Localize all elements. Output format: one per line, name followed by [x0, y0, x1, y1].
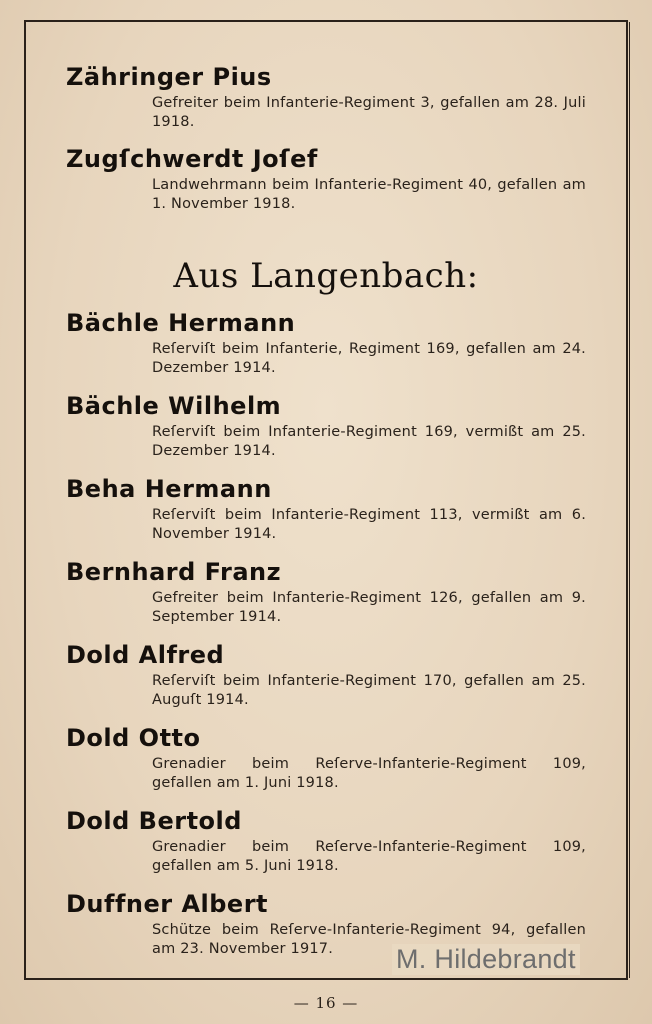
soldier-name: Zugſchwerdt Joſef [66, 145, 318, 173]
list-item [66, 806, 586, 876]
soldier-name: Zähringer Pius [66, 63, 272, 91]
soldier-name: Duffner Albert [66, 890, 269, 918]
list-item [66, 308, 586, 378]
soldier-name: Bernhard Franz [66, 558, 282, 586]
list-item [66, 474, 586, 544]
soldier-description: Grenadier beim Reſerve-Infanterie-Regiment 109, gefallen am 1. Juni 1918. [152, 756, 586, 791]
watermark: M. Hildebrandt [392, 944, 580, 975]
soldier-name: Beha Hermann [66, 475, 272, 503]
soldier-name: Dold Alfred [66, 641, 225, 669]
soldier-description: Grenadier beim Reſerve-Infanterie-Regiment 109, gefallen am 5. Juni 1918. [152, 839, 586, 874]
soldier-description: Schütze beim Reſerve-Infanterie-Regiment 94, gefallen am 23. November 1917. [152, 922, 586, 957]
soldier-description: Reſerviſt beim Infanterie-Regiment 113, vermißt am 6. November 1914. [152, 507, 586, 542]
soldier-description: Reſerviſt beim Infanterie, Regiment 169, gefallen am 24. Dezember 1914. [152, 341, 586, 376]
section-heading: Aus Langenbach: [173, 256, 479, 296]
list-item [66, 62, 586, 132]
soldier-description: Reſerviſt beim Infanterie-Regiment 170, gefallen am 25. Auguſt 1914. [152, 673, 586, 708]
soldier-description: Gefreiter beim Infanterie-Regiment 126, gefallen am 9. September 1914. [152, 590, 586, 625]
list-item [66, 144, 586, 214]
soldier-description: Reſerviſt beim Infanterie-Regiment 169, vermißt am 25. Dezember 1914. [152, 424, 586, 459]
list-item [66, 391, 586, 461]
page-number: — 16 — [293, 994, 359, 1012]
list-item [66, 723, 586, 793]
list-item [66, 557, 586, 627]
soldier-description: Landwehrmann beim Infanterie-Regiment 40, gefallen am 1. November 1918. [152, 177, 586, 212]
list-item [66, 640, 586, 710]
soldier-name: Dold Otto [66, 724, 201, 752]
memorial-list [66, 62, 586, 959]
soldier-name: Bächle Hermann [66, 309, 296, 337]
soldier-name: Dold Bertold [66, 807, 242, 835]
soldier-description: Gefreiter beim Infanterie-Regiment 3, gefallen am 28. Juli 1918. [152, 95, 586, 130]
soldier-name: Bächle Wilhelm [66, 392, 282, 420]
